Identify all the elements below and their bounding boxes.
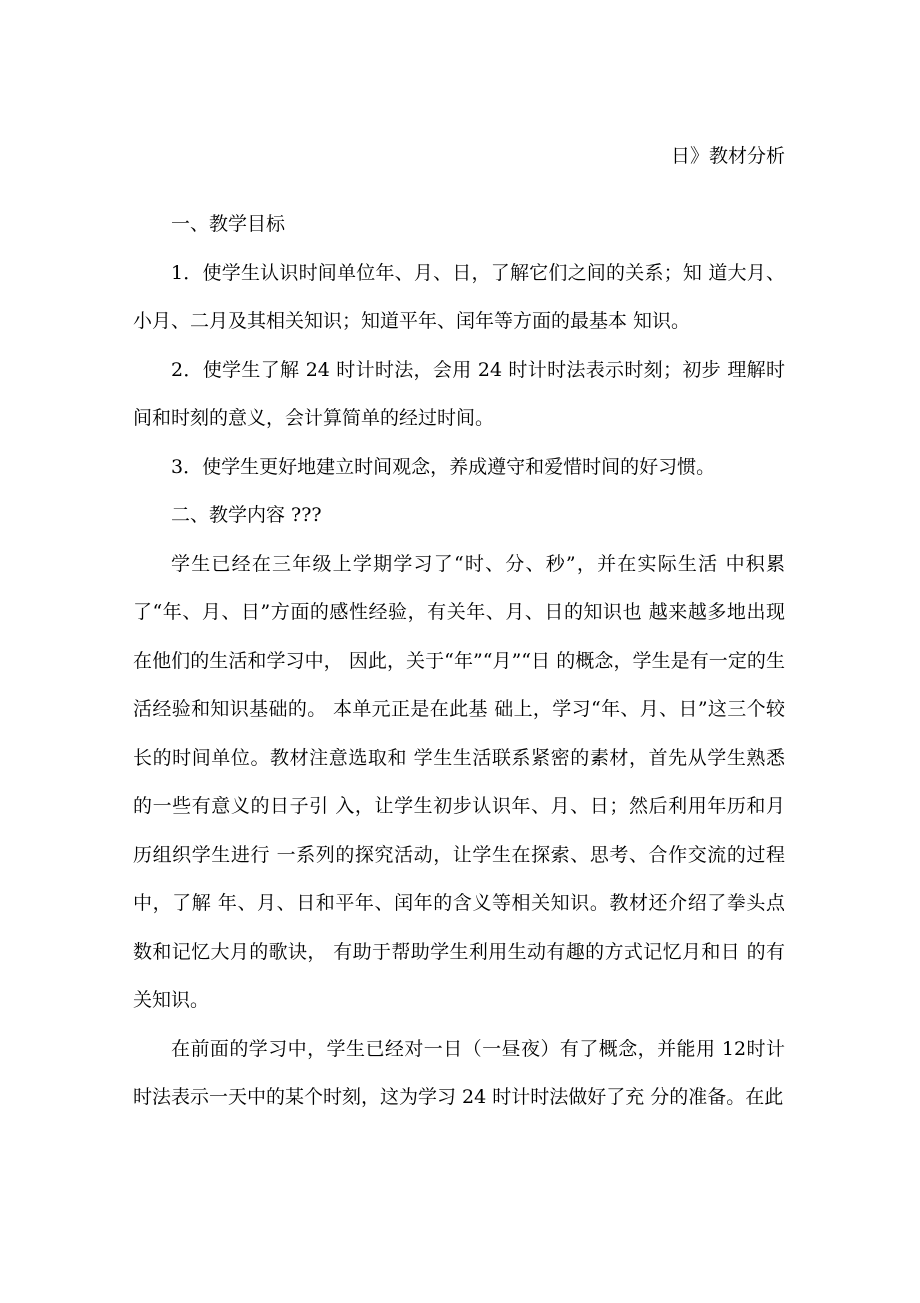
content-paragraph-1: 学生已经在三年级上学期学习了“时、分、秒”，并在实际生活 中积累了“年、月、日”方面的感性经验，有关年、月、日的知识也 越来越多地出现在他们的生活和学习中， 因此，关于“年”“月”“日 的概念，学生是有一定的生活经验和知识基础的。 本单元正是在此基 础上，学习“年、月、日”这三个较长的时间单位。教材注意选取和 学生生活联系紧密的素材，首先从学生熟悉的一些有意义的日子引 入，让学生初步认识年、月、日；然后利用年历和月历组织学生进行 一系列的探究活动，让学生在探索、思考、合作交流的过程中，了解 年、月、日和平年、闰年的含义等相关知识。教材还介绍了拳头点数和记忆大月的歌诀， 有助于帮助学生利用生动有趣的方式记忆月和日 的有关知识。 [133, 552, 785, 1011]
goal-item-1: 1．使学生认识时间单位年、月、日，了解它们之间的关系；知 道大月、小月、二月及其相关知识；知道平年、闰年等方面的最基本 知识。 [133, 261, 785, 332]
goal-item-3: 3．使学生更好地建立时间观念，养成遵守和爱惜时间的好习惯。 [171, 455, 716, 478]
section-heading-teaching-content: 二、教学内容 ??? [171, 504, 322, 526]
goal-item-2: 2．使学生了解 24 时计时法，会用 24 时计时法表示时刻；初步 理解时间和时刻的意义，会计算简单的经过时间。 [133, 358, 785, 429]
section-heading-teaching-goals: 一、教学目标 [171, 213, 286, 235]
document-body [133, 200, 785, 1122]
document-title: 日》教材分析 [670, 145, 785, 167]
content-paragraph-2: 在前面的学习中，学生已经对一日（一昼夜）有了概念，并能用 12时计时法表示一天中的某个时刻，这为学习 24 时计时法做好了充 分的准备。在此 [133, 1037, 785, 1108]
